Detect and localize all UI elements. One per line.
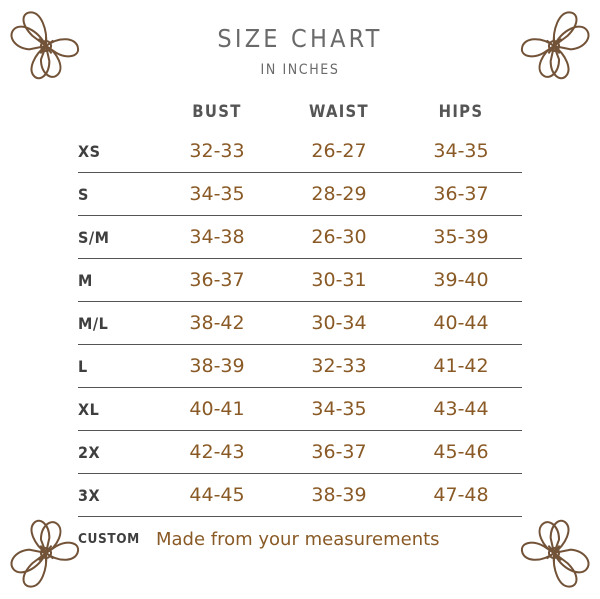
waist-value: 26-27: [311, 140, 367, 162]
waist-value: 36-37: [278, 431, 400, 474]
custom-text: Made from your measurements: [156, 517, 522, 562]
size-label: S/M: [78, 216, 156, 259]
hips-value: 41-42: [400, 345, 522, 388]
waist-value: 26-30: [278, 216, 400, 259]
table-row: [78, 388, 522, 431]
table-header-row: [78, 92, 522, 130]
bust-value: 38-39: [156, 345, 278, 388]
flower-icon: [512, 511, 596, 595]
size-label: XL: [78, 388, 156, 431]
table-row: [78, 474, 522, 517]
size-label: M/L: [78, 302, 156, 345]
table-row: [78, 345, 522, 388]
hips-value: 40-44: [400, 302, 522, 345]
hips-value: 39-40: [400, 259, 522, 302]
column-header-hips: HIPS: [438, 101, 484, 121]
waist-value: 32-33: [278, 345, 400, 388]
waist-value: 38-39: [278, 474, 400, 517]
hips-value: 47-48: [400, 474, 522, 517]
size-chart-table: [78, 92, 522, 561]
waist-value: 34-35: [278, 388, 400, 431]
page-subtitle: IN INCHES: [260, 62, 340, 78]
hips-value: 43-44: [400, 388, 522, 431]
size-chart-table-wrapper: [78, 92, 522, 561]
size-label: S: [78, 173, 156, 216]
column-header-size: [78, 92, 156, 130]
custom-row: [78, 517, 522, 562]
chart-header: [0, 24, 600, 78]
bust-value: 36-37: [156, 259, 278, 302]
bust-value: 44-45: [156, 474, 278, 517]
table-row: [78, 130, 522, 173]
table-row: [78, 259, 522, 302]
table-row: [78, 173, 522, 216]
hips-value: 35-39: [400, 216, 522, 259]
waist-value: 30-34: [278, 302, 400, 345]
bust-value: 32-33: [189, 140, 245, 162]
column-header-waist: WAIST: [309, 101, 369, 121]
custom-label: CUSTOM: [78, 517, 156, 562]
hips-value: 36-37: [400, 173, 522, 216]
waist-value: 30-31: [278, 259, 400, 302]
size-label: M: [78, 259, 156, 302]
bust-value: 34-35: [156, 173, 278, 216]
table-row: [78, 302, 522, 345]
hips-value: 45-46: [400, 431, 522, 474]
size-label: XS: [78, 141, 101, 161]
bust-value: 34-38: [156, 216, 278, 259]
page-title: SIZE CHART: [217, 24, 383, 53]
table-row: [78, 431, 522, 474]
bust-value: 42-43: [156, 431, 278, 474]
size-label: 3X: [78, 474, 156, 517]
bust-value: 38-42: [156, 302, 278, 345]
size-label: L: [78, 345, 156, 388]
flower-icon: [4, 511, 88, 595]
column-header-bust: BUST: [192, 101, 242, 121]
waist-value: 28-29: [278, 173, 400, 216]
bust-value: 40-41: [156, 388, 278, 431]
table-row: [78, 216, 522, 259]
hips-value: 34-35: [433, 140, 489, 162]
size-label: 2X: [78, 431, 156, 474]
